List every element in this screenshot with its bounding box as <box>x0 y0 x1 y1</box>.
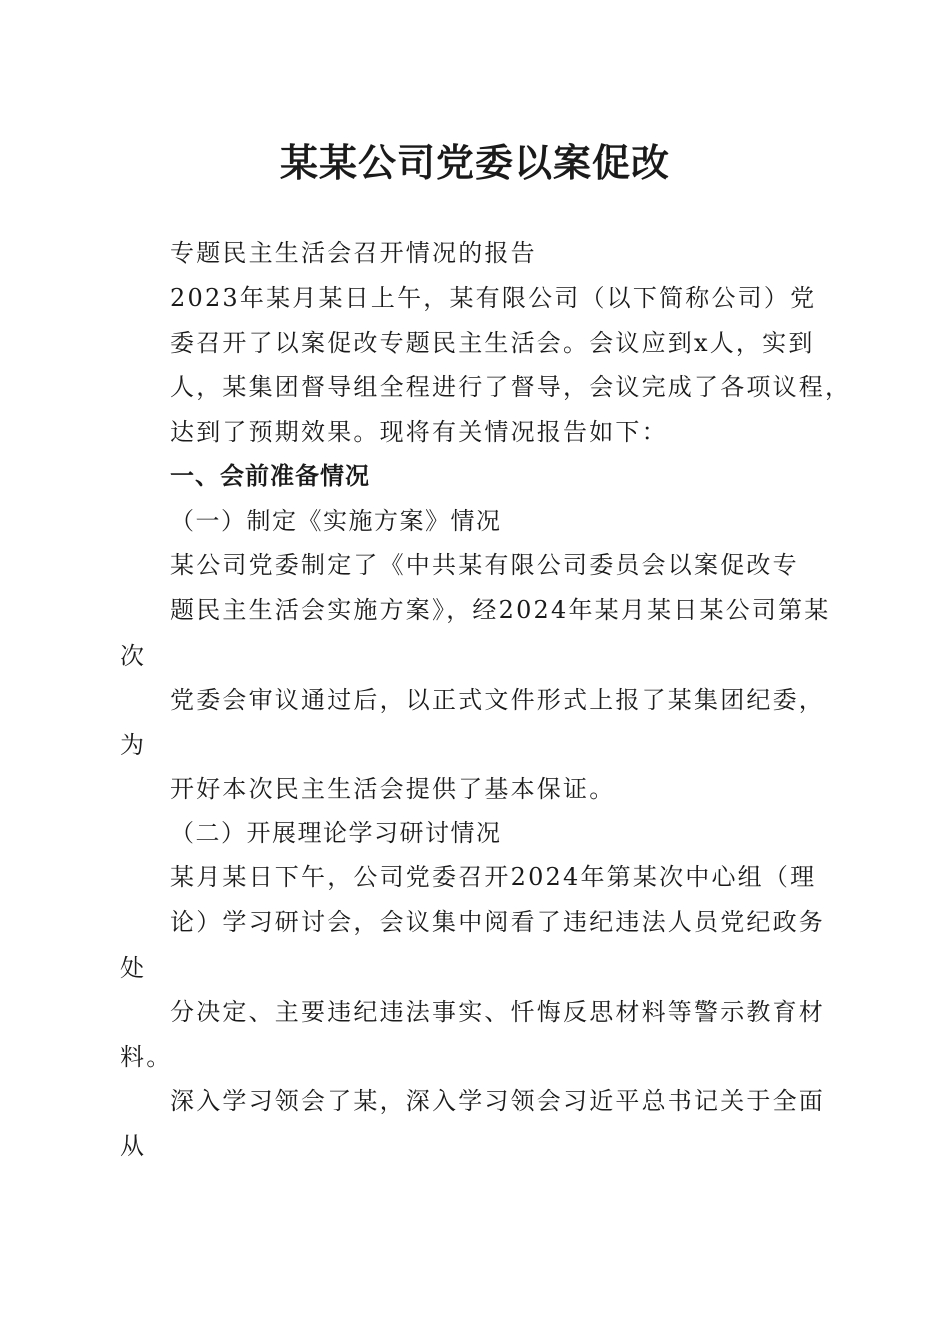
text-line: 分决定、主要违纪违法事实、忏悔反思材料等警示教育材 <box>170 998 825 1026</box>
text-line: 达到了预期效果。现将有关情况报告如下： <box>170 418 668 446</box>
document-title: 某某公司党委以案促改 <box>279 140 670 185</box>
text-line: 题民主生活会实施方案》，经2024年某月某日某公司第某 <box>170 596 831 624</box>
subsection-heading: （二）开展理论学习研讨情况 <box>170 819 502 847</box>
text-line-wrap: 料。 <box>120 1043 173 1071</box>
subsection-heading: （一）制定《实施方案》情况 <box>170 507 502 535</box>
text-line-wrap: 为 <box>120 731 147 759</box>
text-line: 开好本次民主生活会提供了基本保证。 <box>170 775 616 803</box>
text-line-wrap: 从 <box>120 1132 147 1160</box>
text-line: 论）学习研讨会，会议集中阅看了违纪违法人员党纪政务 <box>170 908 825 936</box>
text-line: 人，某集团督导组全程进行了督导，会议完成了各项议程， <box>170 373 852 401</box>
section-heading: 一、会前准备情况 <box>170 462 370 490</box>
text-line: 某月某日下午，公司党委召开2024年第某次中心组（理 <box>170 863 817 891</box>
text-line: 深入学习领会了某，深入学习领会习近平总书记关于全面 <box>170 1087 825 1115</box>
text-line-wrap: 处 <box>120 954 147 982</box>
text-line: 专题民主生活会召开情况的报告 <box>170 239 537 267</box>
text-line-wrap: 次 <box>120 642 147 670</box>
text-line: 某公司党委制定了《中共某有限公司委员会以案促改专 <box>170 551 799 579</box>
text-line: 党委会审议通过后，以正式文件形式上报了某集团纪委， <box>170 686 825 714</box>
text-line: 2023年某月某日上午，某有限公司（以下简称公司）党 <box>170 284 817 312</box>
text-line: 委召开了以案促改专题民主生活会。会议应到x人，实到 <box>170 329 815 357</box>
